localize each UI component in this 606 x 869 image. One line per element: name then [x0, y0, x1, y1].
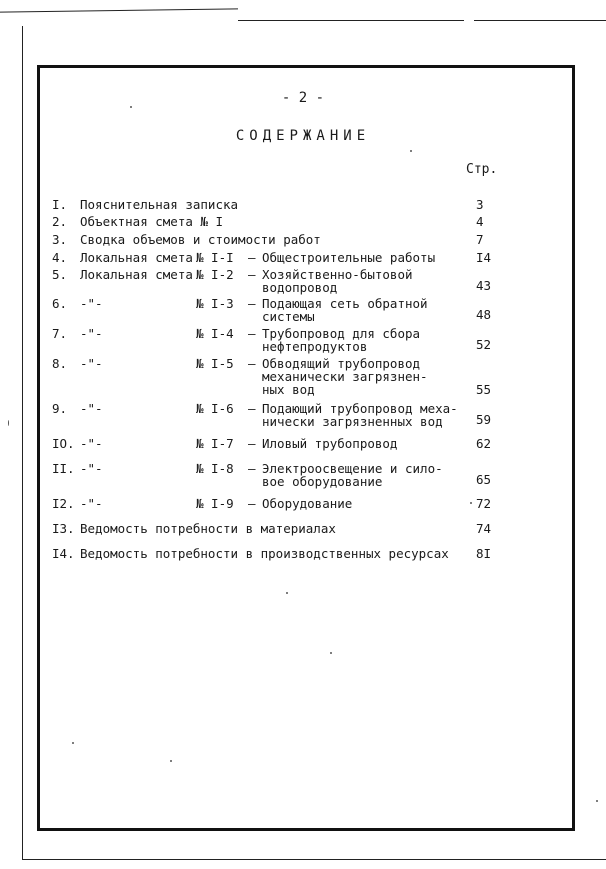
entry-ditto-mark: -"-: [80, 461, 103, 476]
entry-number: 4.: [52, 250, 68, 265]
entry-reference: № I-6: [196, 401, 234, 416]
entry-ditto-mark: -"-: [80, 296, 103, 311]
entry-description: Подающий трубопровод меха- нически загрязненных вод: [262, 401, 458, 429]
scan-speck: [130, 106, 132, 108]
entry-dash: –: [248, 436, 256, 451]
entry-page: 3: [476, 197, 484, 212]
entry-number: 3.: [52, 232, 68, 247]
entry-ditto-mark: -"-: [80, 401, 103, 416]
entry-title: Ведомость потребности в производственных ресурсах: [80, 546, 449, 561]
entry-page: 59: [476, 412, 492, 427]
entry-page: 48: [476, 307, 492, 322]
entry-number: 8.: [52, 356, 68, 371]
entry-page: 52: [476, 337, 492, 352]
entry-reference: № I-I: [196, 250, 234, 265]
entry-dash: –: [248, 461, 256, 476]
entry-page: 65: [476, 472, 492, 487]
entry-description: Трубопровод для сбора нефтепродуктов: [262, 326, 421, 354]
scan-speck: [8, 420, 9, 426]
scan-speck: [470, 502, 472, 504]
entry-number: IO.: [52, 436, 75, 451]
entry-reference: № I-3: [196, 296, 234, 311]
entry-ditto-mark: -"-: [80, 356, 103, 371]
entry-page: 4: [476, 214, 484, 229]
entry-description: Иловый трубопровод: [262, 436, 398, 451]
entry-title: Локальная смета: [80, 267, 193, 282]
entry-reference: № I-8: [196, 461, 234, 476]
entry-number: 9.: [52, 401, 68, 416]
page-column-header: Стр.: [466, 162, 498, 177]
entry-number: I.: [52, 197, 68, 212]
entry-description: Оборудование: [262, 496, 353, 511]
entry-reference: № I-4: [196, 326, 234, 341]
entry-number: 5.: [52, 267, 68, 282]
contents-heading: СОДЕРЖАНИЕ: [235, 128, 371, 144]
entry-ditto-mark: -"-: [80, 326, 103, 341]
scan-speck: [170, 760, 172, 762]
entry-page: I4: [476, 250, 492, 265]
page-number: - 2 -: [281, 90, 325, 106]
entry-description: Общестроительные работы: [262, 250, 436, 265]
entry-page: 55: [476, 382, 492, 397]
entry-number: I4.: [52, 546, 75, 561]
entry-dash: –: [248, 267, 256, 282]
entry-number: 6.: [52, 296, 68, 311]
entry-title: Сводка объемов и стоимости работ: [80, 232, 321, 247]
entry-title: Ведомость потребности в материалах: [80, 521, 336, 536]
entry-page: 72: [476, 496, 492, 511]
entry-ditto-mark: -"-: [80, 496, 103, 511]
entry-ditto-mark: -"-: [80, 436, 103, 451]
entry-number: I2.: [52, 496, 75, 511]
entry-reference: № I-9: [196, 496, 234, 511]
entry-dash: –: [248, 401, 256, 416]
scan-speck: [286, 592, 288, 594]
entry-title: Локальная смета: [80, 250, 193, 265]
entry-page: 7: [476, 232, 484, 247]
entry-number: I3.: [52, 521, 75, 536]
scan-edge-line-right: [474, 20, 606, 21]
entry-page: 8I: [476, 546, 492, 561]
entry-number: 7.: [52, 326, 68, 341]
entry-description: Электроосвещение и сило- вое оборудование: [262, 461, 443, 489]
entry-reference: № I-2: [196, 267, 234, 282]
entry-description: Хозяйственно-бытовой водопровод: [262, 267, 413, 295]
entry-title: Пояснительная записка: [80, 197, 239, 212]
scan-edge-line-mid: [238, 20, 464, 21]
entry-dash: –: [248, 326, 256, 341]
entry-dash: –: [248, 250, 256, 265]
entry-page: 62: [476, 436, 492, 451]
entry-reference: № I-7: [196, 436, 234, 451]
entry-reference: № I-5: [196, 356, 234, 371]
scan-speck: [596, 800, 598, 802]
entry-description: Подающая сеть обратной системы: [262, 296, 428, 324]
entry-dash: –: [248, 496, 256, 511]
scan-speck: [410, 150, 412, 152]
entry-description: Обводящий трубопровод механически загрязнен- ных вод: [262, 356, 428, 397]
entry-number: II.: [52, 461, 75, 476]
scan-edge-line-left: [0, 8, 238, 12]
entry-dash: –: [248, 296, 256, 311]
scan-speck: [72, 742, 74, 744]
entry-number: 2.: [52, 214, 68, 229]
entry-page: 74: [476, 521, 492, 536]
entry-dash: –: [248, 356, 256, 371]
entry-page: 43: [476, 278, 492, 293]
scan-speck: [330, 652, 332, 654]
entry-title: Объектная смета № I: [80, 214, 223, 229]
